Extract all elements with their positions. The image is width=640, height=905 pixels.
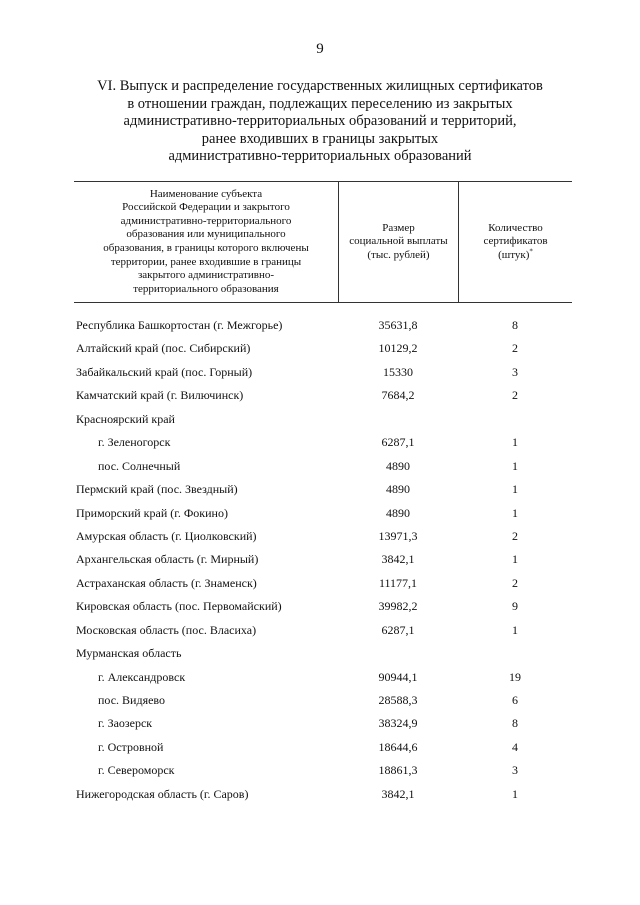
row-name: Алтайский край (пос. Сибирский) [76, 341, 251, 356]
header-subject-line: Наименование субъекта [149, 187, 263, 200]
row-count: 19 [509, 669, 521, 684]
row-amount: 10129,2 [378, 341, 418, 356]
table-row [0, 712, 640, 735]
table-row [0, 478, 640, 501]
table-row [0, 759, 640, 782]
row-count: 3 [512, 763, 518, 778]
title-line: в отношении граждан, подлежащих переселению из закрытых [127, 95, 513, 112]
row-amount: 18644,6 [378, 739, 418, 754]
row-count: 6 [512, 693, 518, 707]
footnote-mark: * [529, 247, 533, 256]
row-name: Архангельская область (г. Мирный) [76, 552, 259, 567]
row-name: г. Заозерск [98, 716, 153, 731]
table-body [0, 314, 640, 806]
row-count: 1 [512, 622, 518, 637]
row-amount: 38324,9 [378, 716, 418, 731]
row-amount: 90944,1 [378, 669, 418, 684]
header-amount-line: Размер [382, 221, 415, 234]
row-count: 1 [512, 786, 518, 801]
page-number: 9 [316, 41, 324, 57]
table-row [0, 595, 640, 618]
header-subject-line: закрытого административно- [137, 269, 275, 282]
row-name: Московская область (пос. Власиха) [76, 622, 257, 637]
row-amount: 4890 [386, 458, 410, 473]
header-subject-line: образования или муниципального [126, 228, 286, 241]
row-count: 2 [512, 528, 518, 543]
row-name: г. Островной [98, 739, 164, 754]
row-name: Пермский край (пос. Звездный) [76, 482, 238, 497]
table-row [0, 783, 640, 806]
row-count: 2 [512, 575, 518, 590]
table-row [0, 666, 640, 689]
row-amount: 3842,1 [381, 786, 415, 801]
row-count: 1 [512, 482, 518, 497]
row-name: Мурманская область [76, 646, 182, 661]
row-count: 2 [512, 341, 518, 356]
header-count-line: Количество [488, 221, 543, 234]
header-amount [339, 182, 458, 302]
row-amount: 28588,3 [378, 693, 418, 707]
row-amount: 13971,3 [378, 528, 418, 543]
header-subject-line: образования, в границы которого включены [103, 242, 309, 254]
row-name: пос. Видяево [98, 693, 166, 707]
row-name: г. Зеленогорск [98, 435, 171, 450]
row-amount: 4890 [386, 505, 410, 520]
row-count: 8 [512, 318, 518, 332]
row-amount: 6287,1 [381, 435, 415, 450]
table-row [0, 337, 640, 360]
table-row [0, 689, 640, 712]
row-amount: 6287,1 [381, 622, 415, 637]
title-line: административно-территориальных образований [168, 148, 472, 164]
header-amount-line: социальной выплаты [349, 235, 448, 248]
table-row [0, 736, 640, 759]
header-bottom-rule [74, 302, 572, 303]
table-row [0, 384, 640, 407]
row-name: Республика Башкортостан (г. Межгорье) [76, 318, 283, 332]
row-amount: 11177,1 [378, 575, 418, 590]
table-row [0, 572, 640, 595]
table-row [0, 642, 640, 665]
row-name: пос. Солнечный [98, 458, 181, 473]
row-name: Камчатский край (г. Вилючинск) [76, 388, 244, 403]
table-row [0, 361, 640, 384]
row-count: 9 [512, 599, 518, 614]
row-name: Кировская область (пос. Первомайский) [76, 599, 282, 614]
header-count-line: сертификатов [483, 235, 548, 248]
row-amount: 7684,2 [381, 388, 415, 403]
table-row [0, 455, 640, 478]
table-row [0, 431, 640, 454]
row-name: Нижегородская область (г. Саров) [76, 786, 249, 801]
row-count: 1 [512, 552, 518, 567]
table-row [0, 314, 640, 337]
header-amount-line: (тыс. рублей) [367, 248, 430, 261]
row-amount: 39982,2 [378, 599, 418, 614]
header-subject-line: территориального образования [133, 282, 279, 295]
row-count: 1 [512, 505, 518, 520]
table-row [0, 619, 640, 642]
row-name: г. Североморск [98, 763, 175, 778]
header-count-unit: (штук) [498, 248, 530, 261]
section-title [60, 78, 580, 166]
title-line: VI. Выпуск и распределение государственных жилищных сертификатов [97, 78, 543, 94]
row-count: 1 [512, 458, 518, 473]
row-count: 4 [512, 739, 518, 754]
title-line: административно-территориальных образований и территорий, [123, 113, 517, 129]
row-amount: 15330 [383, 364, 413, 379]
row-name: Приморский край (г. Фокино) [76, 505, 228, 520]
row-count: 8 [512, 716, 518, 731]
row-name: Красноярский край [76, 411, 175, 426]
row-name: Забайкальский край (пос. Горный) [76, 364, 253, 379]
table-row [0, 502, 640, 525]
title-line: ранее входивших в границы закрытых [201, 130, 439, 147]
row-amount: 35631,8 [378, 318, 418, 332]
header-subject-line: территории, ранее входившие в границы [110, 255, 302, 268]
table-row [0, 408, 640, 431]
row-count: 2 [512, 388, 518, 403]
row-name: г. Александровск [98, 669, 186, 684]
row-amount: 4890 [386, 482, 410, 497]
header-count-line [498, 249, 533, 263]
header-subject-line: административно-территориального [120, 214, 292, 227]
table-row [0, 525, 640, 548]
row-name: Астраханская область (г. Знаменск) [76, 575, 257, 590]
row-count: 3 [512, 364, 518, 379]
row-amount: 18861,3 [378, 763, 418, 778]
header-subject-line: Российской Федерации и закрытого [122, 201, 290, 214]
table-row [0, 548, 640, 571]
row-name: Амурская область (г. Циолковский) [76, 528, 257, 543]
row-amount: 3842,1 [381, 552, 415, 567]
header-subject [74, 182, 338, 302]
row-count: 1 [512, 435, 518, 450]
header-count [459, 182, 572, 302]
